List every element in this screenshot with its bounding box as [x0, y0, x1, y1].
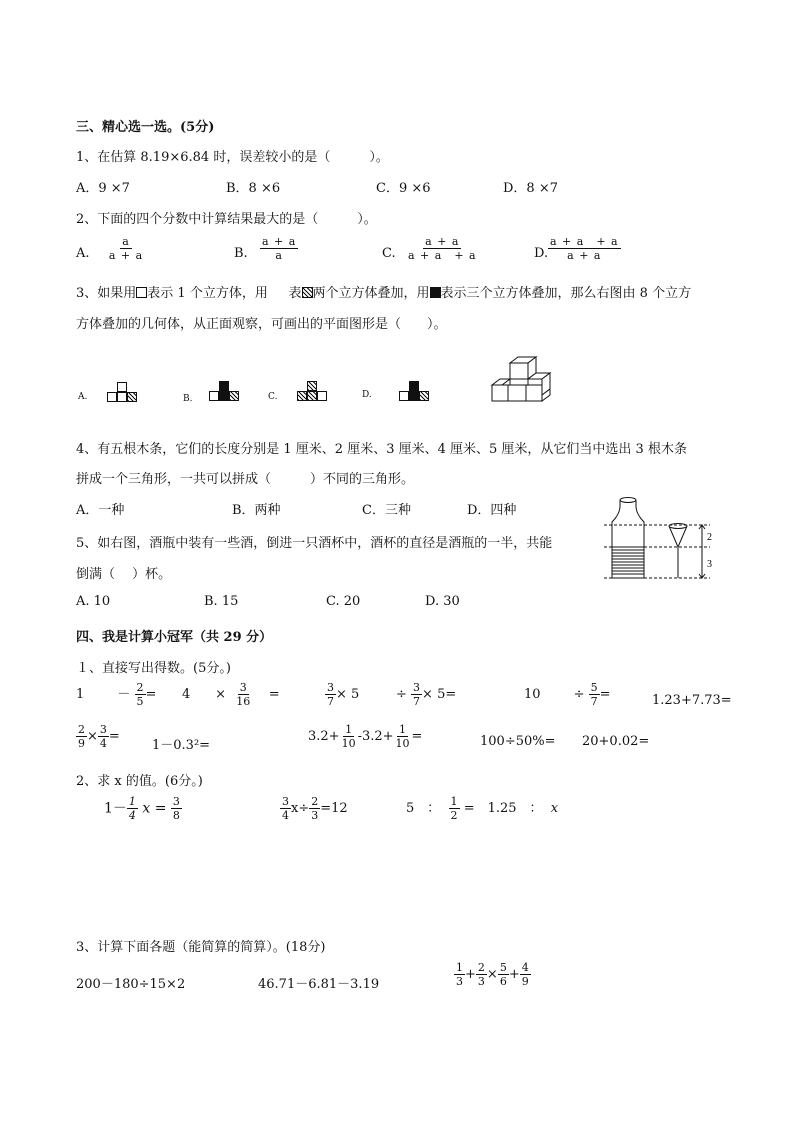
- q2-fraction-d: $\frac{a + a + a}{a + a}$: [550, 235, 619, 262]
- calc-expr-2: 4 × $\frac{3}{16}$ =: [182, 681, 280, 708]
- q5-option-b: B. 15: [204, 594, 239, 609]
- double-cube-icon: [302, 287, 313, 298]
- q2-fraction-a: $\frac{a}{a + a}$: [108, 235, 144, 262]
- calc-expr-1: 1 － $\frac{2}{5}$ =: [76, 681, 157, 708]
- q4-option-b: B．两种: [232, 503, 281, 518]
- p3-heading: 3、计算下面各题（能简算的简算）。(18分): [76, 940, 326, 955]
- p3-expr-3: $\frac{1}{3}$ + $\frac{2}{3}$ × $\frac{5}{6}$ + $\frac{4}{9}$: [456, 961, 529, 988]
- q3-line2: 方体叠加的几何体，从正面观察，可画出的平面图形是（ ）。: [76, 317, 447, 332]
- q2-label-a: A.: [76, 246, 90, 261]
- cube-stack-figure: [488, 355, 552, 407]
- q5-option-d: D. 30: [425, 594, 460, 609]
- q4-line2: 拼成一个三角形，一共可以拼成（ ）不同的三角形。: [76, 472, 415, 487]
- q2-label-b: B.: [234, 246, 248, 261]
- q5-option-a: A. 10: [76, 594, 111, 609]
- q3-option-c-label: C.: [268, 392, 278, 402]
- q2-text: 2、下面的四个分数中计算结果最大的是（ ）。: [76, 212, 377, 227]
- q5-line1: 5、如右图，酒瓶中装有一些酒，倒进一只酒杯中，酒杯的直径是酒瓶的一半，共能: [76, 536, 553, 551]
- equation-2: $\frac{3}{4}$ x÷ $\frac{2}{3}$ =12: [282, 795, 348, 822]
- dim-label-top: 2: [707, 532, 712, 543]
- calc-expr-9: 3.2+ $\frac{1}{10}$ -3.2+ $\frac{1}{10}$ =: [308, 723, 423, 750]
- q1-text: 1、在估算 8.19×6.84 时，误差较小的是（ ）。: [76, 150, 389, 165]
- q1-option-b: B．8 ×6: [226, 181, 281, 196]
- calc-expr-3: $\frac{3}{7}$ × 5: [327, 681, 360, 708]
- q2-fraction-b: $\frac{a + a}{a}$: [262, 235, 297, 262]
- equation-3: 5 ： $\frac{1}{2}$ = 1.25 ： x: [406, 795, 559, 822]
- p2-heading: 2、求 x 的值。(6分。): [76, 774, 203, 789]
- equation-1: 1－ $\frac{1}{4}$ x = $\frac{3}{8}$: [104, 795, 180, 822]
- q2-fraction-c: $\frac{a + a}{a + a + a}$: [408, 235, 477, 262]
- triple-cube-icon: [430, 287, 441, 298]
- q2-label-c: C.: [382, 246, 396, 261]
- calc-expr-11: 20+0.02=: [582, 734, 650, 749]
- q4-option-d: D．四种: [467, 503, 517, 518]
- q5-line2: 倒满（ ）杯。: [76, 567, 172, 582]
- q1-option-d: D．8 ×7: [503, 181, 558, 196]
- dim-label-bottom: 3: [707, 559, 712, 570]
- section4-title: 四、我是计算小冠军（共 29 分）: [76, 630, 273, 645]
- q3-line1: 3、如果用 表示 1 个立方体，用 表 两个立方体叠加，用 表示三个立方体叠加，那么右图由 8 个立方: [76, 286, 692, 301]
- section3-title: 三、精心选一选。(5分): [76, 120, 215, 135]
- q4-option-a: A．一种: [76, 503, 125, 518]
- q4-option-c: C．三种: [362, 503, 411, 518]
- calc-expr-7: $\frac{2}{9}$ × $\frac{3}{4}$ =: [78, 723, 120, 750]
- q5-option-c: C. 20: [326, 594, 361, 609]
- calc-expr-5: 10 ÷ $\frac{5}{7}$ =: [524, 681, 611, 708]
- q3-option-d-label: D.: [362, 390, 372, 400]
- p3-expr-2: 46.71－6.81－3.19: [258, 977, 380, 992]
- q4-line1: 4、有五根木条，它们的长度分别是 1 厘米、2 厘米、3 厘米、4 厘米、5 厘米，从它们当中选出 3 根木条: [76, 442, 687, 457]
- p1-heading: １、直接写出得数。(5分。): [76, 661, 231, 676]
- calc-expr-6: 1.23+7.73=: [652, 693, 732, 708]
- q3-option-b-label: B.: [183, 394, 193, 404]
- single-cube-icon: [136, 287, 147, 298]
- calc-expr-10: 100÷50%=: [480, 734, 556, 749]
- q2-label-d: D.: [534, 246, 549, 261]
- bottle-glass-figure: [604, 492, 728, 584]
- calc-expr-8: 1－0.3²=: [152, 738, 211, 753]
- q3-option-a-label: A.: [78, 392, 88, 402]
- q1-option-a: A．9 ×7: [76, 181, 130, 196]
- p3-expr-1: 200－180÷15×2: [76, 977, 186, 992]
- q1-option-c: C．9 ×6: [376, 181, 431, 196]
- calc-expr-4: ÷ $\frac{3}{7}$ × 5=: [396, 681, 457, 708]
